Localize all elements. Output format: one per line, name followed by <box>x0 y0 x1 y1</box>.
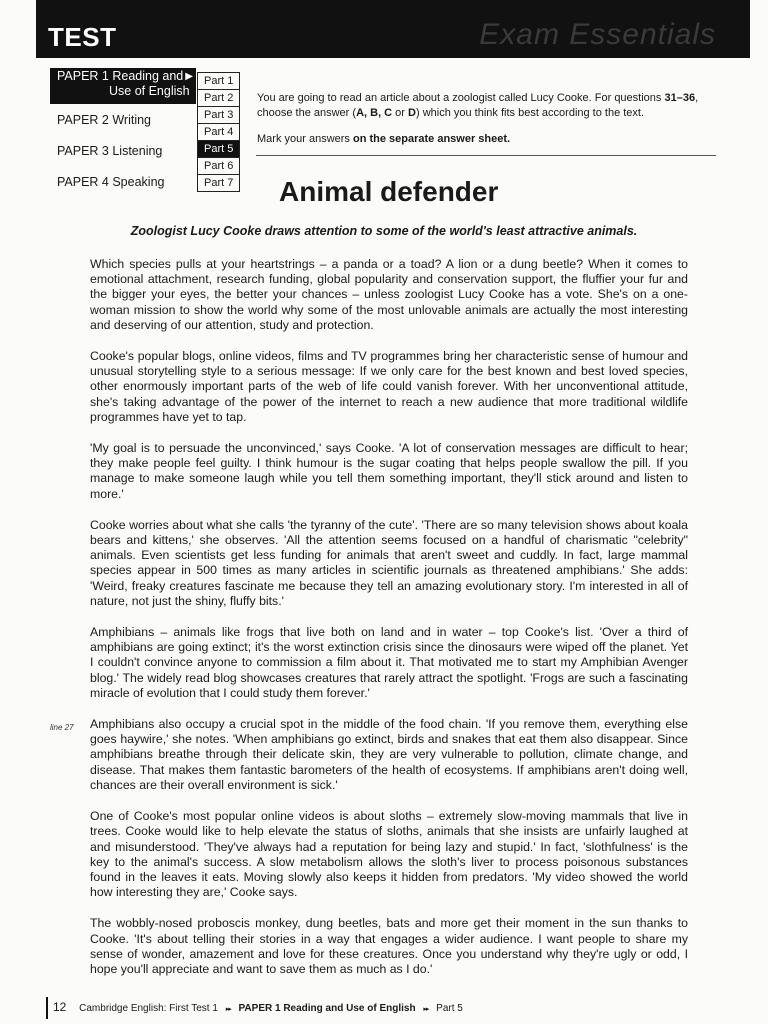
article-paragraph: Cooke worries about what she calls 'the tyranny of the cute'. 'There are so many television shows about koala bears and kittens,' she observes. 'All the attention seems focused on a handful of charismatic "celebrity" animals. Even scientists get less funding for animals that aren't sweet and cuddly. In fact, large mammal species appear in 500 times as many articles in scientific journals as threatened amphibians.' She adds: 'Weird, freaky creatures fascinate me because they tell an amazing evolutionary story. I'm interested in all of nature, not just the shiny, fluffy bits.' <box>90 517 688 608</box>
instr-text: ) which you think fits best according to the text. <box>415 107 645 119</box>
double-arrow-icon: ▸▸ <box>225 1006 231 1013</box>
instructions-paragraph-1 <box>257 91 719 121</box>
question-range: 31–36 <box>664 92 696 104</box>
double-arrow-icon: ▸▸ <box>423 1006 429 1013</box>
part-7-item: Part 7 <box>198 174 239 191</box>
article-body <box>90 257 688 993</box>
part-3-item: Part 3 <box>198 106 239 123</box>
part-1-item: Part 1 <box>198 72 239 89</box>
article-paragraph: One of Cooke's most popular online videos is about sloths – extremely slow-moving mammals that live in trees. Cooke would like to help elevate the status of sloths, animals that she insists are unfairly laughed at and misunderstood. 'They've always had a reputation for being lazy and stupid.' In fact, 'slothfulness' is the key to the animal's success. A slow metabolism allows the sloth's liver to process poisonous substances found in the leaves it eats. Moving slowly also keeps it hidden from predators. 'My video showed the world how interesting they are,' Cooke says. <box>90 809 688 900</box>
article-paragraph: Cooke's popular blogs, online videos, films and TV programmes bring her characteristic sense of humour and unusual storytelling style to a serious message: If we only care for the best known and best loved species, other enormously important parts of the web of life could vanish forever. With her unconventional attitude, she's taking advantage of the power of the internet to reach a new audience that more traditional wildlife programmes have yet to tap. <box>90 349 688 424</box>
article-paragraph: Which species pulls at your heartstrings – a panda or a toad? A lion or a dung beetle? When it comes to emotional attachment, research funding, global popularity and conservation support, the fluffier your fur and the bigger your eyes, the better your chances – unless zoologist Lucy Cooke has a vote. She's on a one-woman mission to show the world why some of the most unlovable animals are actually the most interesting and deserving of our attention, study and protection. <box>90 257 688 332</box>
part-6-item: Part 6 <box>198 157 239 174</box>
footer-part: Part 5 <box>436 1003 463 1014</box>
answer-option-d: D <box>408 107 416 119</box>
right-triangle-icon: ▶ <box>185 71 193 82</box>
paper-1-item <box>50 68 196 104</box>
instr-text: You are going to read an article about a zoologist called Lucy Cooke. For questions <box>257 92 665 104</box>
answer-options: A, B, C <box>356 107 393 119</box>
instr-text: or <box>392 107 409 119</box>
article-paragraph: Amphibians also occupy a crucial spot in the middle of the food chain. 'If you remove them, everything else goes haywire,' she notes. 'When amphibians go extinct, birds and snakes that eat them also disappear. Since amphibians breathe through their delicate skin, they are very vulnerable to pollution, climate change, and disease. That makes them fantastic barometers of the health of ecosystems. If amphibians aren't doing well, chances are their overall environment is sick.' <box>90 717 688 792</box>
paper-2-item: PAPER 2 Writing <box>57 113 152 127</box>
article-paragraph: Amphibians – animals like frogs that live both on land and in water – top Cooke's list. 'Over a third of amphibians are going extinct; it's the worst extinction crisis since the dinosaurs were wiped off the planet. Yet I couldn't convince anyone to commission a film about it. That motivated me to start my Amphibian Avenger blog.' The widely read blog showcases creatures that rarely attract the spotlight. 'Frogs are such a fascinating miracle of evolution that I could study them forever.' <box>90 625 688 700</box>
divider <box>256 155 716 156</box>
part-2-item: Part 2 <box>198 89 239 106</box>
paper-1-label-line2: Use of English <box>109 84 190 98</box>
article-paragraph: 'My goal is to persuade the unconvinced,' says Cooke. 'A lot of conservation messages are difficult to hear; they make people feel guilty. I think humour is the sugar coating that helps people swallow the pill. If you manage to make someone laugh while you tell them something important, they'll stick around and listen to more.' <box>90 441 688 501</box>
test-heading: TEST <box>48 22 117 52</box>
line-27-marker: line 27 <box>50 723 74 732</box>
footer-paper: PAPER 1 Reading and Use of English <box>238 1003 416 1014</box>
footer-book-title: Cambridge English: First Test 1 <box>79 1003 218 1014</box>
paper-3-item: PAPER 3 Listening <box>57 144 163 158</box>
answer-sheet-note: on the separate answer sheet. <box>352 133 511 145</box>
article-paragraph: The wobbly-nosed proboscis monkey, dung beetles, bats and more get their moment in the sun thanks to Cooke. 'It's about telling their stories in a way that engages a wider audience. I want people to share my sense of wonder, amazement and love for these creatures. Once you understand why they're ugly or odd, I hope you'll appreciate and want to save them as much as I do.' <box>90 916 688 976</box>
page-footer <box>53 1000 463 1014</box>
exam-essentials-heading: Exam Essentials <box>479 18 716 51</box>
instructions-paragraph-2 <box>257 132 719 147</box>
article-title: Animal defender <box>279 176 499 207</box>
part-nav <box>197 72 240 192</box>
paper-nav <box>50 68 196 197</box>
paper-1-label: PAPER 1 Reading and <box>57 69 184 83</box>
footer-bar <box>46 997 48 1019</box>
part-5-item-active: Part 5 <box>198 140 239 157</box>
page-number: 12 <box>53 1000 67 1014</box>
article-subtitle: Zoologist Lucy Cooke draws attention to some of the world's least attractive animals. <box>130 224 638 238</box>
part-4-item: Part 4 <box>198 123 239 140</box>
task-instructions <box>257 91 719 147</box>
instr-text: Mark your answers <box>257 133 353 145</box>
paper-4-item: PAPER 4 Speaking <box>57 175 165 189</box>
instr-text: , choose the answer ( <box>257 92 699 119</box>
